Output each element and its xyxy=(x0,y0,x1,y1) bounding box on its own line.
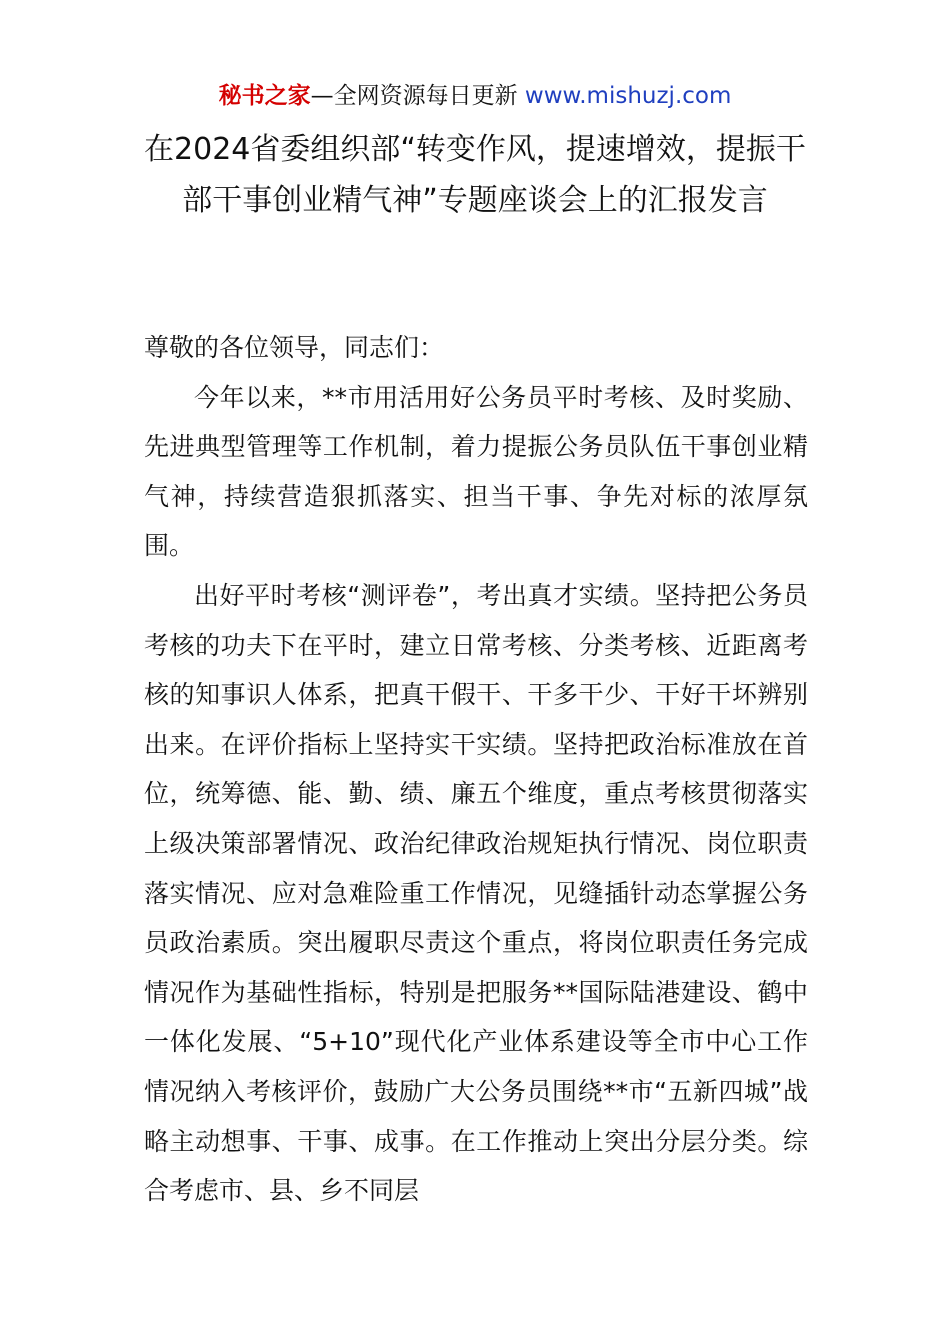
site-header xyxy=(0,80,950,112)
paragraph-2: 出好平时考核“测评卷”，考出真才实绩。坚持把公务员考核的功夫下在平时，建立日常考核、分类考核、近距离考核的知事识人体系，把真干假干、干多干少、干好干坏辨别出来。在评价指标上坚持实干实绩。坚持把政治标准放在首位，统筹德、能、勤、绩、廉五个维度，重点考核贯彻落实上级决策部署情况、政治纪律政治规矩执行情况、岗位职责落实情况、应对急难险重工作情况，见缝插针动态掌握公务员政治素质。突出履职尽责这个重点，将岗位职责任务完成情况作为基础性指标，特别是把服务**国际陆港建设、鹤中一体化发展、“5+10”现代化产业体系建设等全市中心工作情况纳入考核评价，鼓励广大公务员围绕**市“五新四城”战略主动想事、干事、成事。在工作推动上突出分层分类。综合考虑市、县、乡不同层 xyxy=(144,580,808,1206)
site-tagline: —全网资源每日更新 xyxy=(310,83,518,109)
paragraph-1: 今年以来，**市用活用好公务员平时考核、及时奖励、先进典型管理等工作机制，着力提振公务员队伍干事创业精气神，持续营造狠抓落实、担当干事、争先对标的浓厚氛围。 xyxy=(144,382,808,561)
salutation: 尊敬的各位领导，同志们： xyxy=(144,333,445,362)
document-body xyxy=(144,323,808,1216)
site-url-link[interactable]: www.mishuzj.com xyxy=(524,83,732,109)
document-title: 在2024省委组织部“转变作风，提速增效，提振干部干事创业精气神”专题座谈会上的汇报发言 xyxy=(144,132,806,218)
site-brand: 秘书之家 xyxy=(218,83,311,109)
